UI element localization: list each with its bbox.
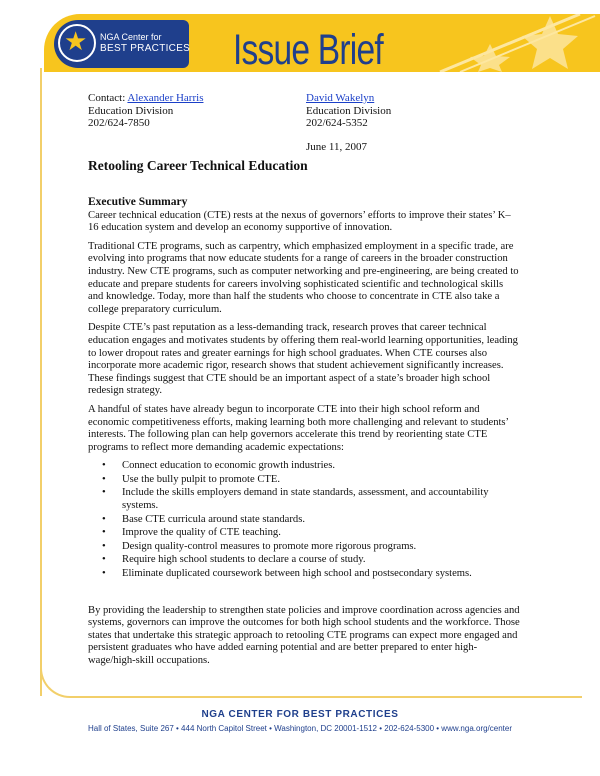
bullet-icon: •: [102, 513, 106, 525]
list-item-text: Use the bully pulpit to promote CTE.: [122, 473, 281, 485]
bullet-icon: •: [102, 460, 106, 472]
paragraph: Traditional CTE programs, such as carpentry, which emphasized employment in a specific trade, are evolving into programs that now educate students for a range of careers in the broader construction industry. New CTE programs, such as computer networking and pre-engineering, are being created to educate and prepare students for careers involving sophisticated scientific and technological skills and knowledge. Today, more than half the students who choose to concentrate in CTE also take a college preparatory curriculum.: [88, 240, 519, 315]
bullet-icon: •: [102, 568, 106, 580]
list-item-text: Require high school students to declare a course of study.: [122, 554, 366, 566]
contact-link-harris[interactable]: Alexander Harris: [127, 92, 204, 104]
list-item-text: Improve the quality of CTE teaching.: [122, 527, 281, 539]
list-item: [102, 527, 520, 540]
list-item: [102, 513, 520, 527]
bullet-icon: •: [102, 527, 106, 539]
contact-phone: 202/624-5352: [306, 117, 368, 129]
paragraph: Despite CTE’s past reputation as a less-demanding track, research proves that career technical education engages and motivates students by offering them real-world learning opportunities, leading to lower dropout rates and greater earnings for high school graduates. When CTE courses also incorporate more academic rigor, research shows that student achievement significantly increases. These findings suggest that CTE should be an important aspect of a state’s broader high school redesign strategy.: [88, 322, 518, 397]
document-title: Retooling Career Technical Education: [88, 158, 308, 173]
bullet-icon: •: [102, 487, 106, 499]
list-item: [102, 554, 520, 567]
document-body: [88, 196, 520, 674]
section-heading: Executive Summary: [88, 196, 188, 208]
list-item-text: Design quality-control measures to promote more rigorous programs.: [122, 540, 417, 552]
contact-block-1: [88, 92, 203, 130]
bullet-icon: •: [102, 473, 106, 485]
issue-brief-title: Issue Brief: [233, 26, 383, 74]
closing-paragraph: By providing the leadership to strengthen state policies and improve coordination across agencies and systems, governors can improve the outcomes for both high school students and the workforce. Those states that undertake this strategic approach to retooling CTE programs can expect more engaged and persistent graduates who have added earning potential and are better prepared to enter high-wage/high-skill occupations.: [88, 604, 520, 666]
contact-prefix: Contact:: [88, 92, 128, 104]
star-logo-icon: ★: [64, 27, 88, 57]
list-item-text: Connect education to economic growth industries.: [122, 460, 336, 472]
contact-link-wakelyn[interactable]: David Wakelyn: [306, 92, 375, 104]
list-item: [102, 568, 520, 581]
page-frame-left: [40, 68, 42, 696]
list-item: [102, 460, 520, 473]
paragraph: Career technical education (CTE) rests at the nexus of governors’ efforts to improve their states’ K–16 education system and develop an economy supportive of innovation.: [88, 209, 511, 234]
list-item-text: Base CTE curricula around state standards.: [122, 513, 305, 525]
list-item-text: Eliminate duplicated coursework between high school and postsecondary systems.: [122, 568, 472, 580]
contact-division: Education Division: [306, 104, 392, 117]
paragraph: A handful of states have already begun to incorporate CTE into their high school reform and economic competitiveness efforts, making learning both more challenging and relevant to students’ interests. The following plan can help governors accelerate this trend by reorienting state CTE programs to reflect more demanding academic expectations:: [88, 403, 509, 453]
footer-organization: NGA CENTER FOR BEST PRACTICES: [201, 709, 399, 720]
list-item-text: Include the skills employers demand in state standards, assessment, and accountability systems.: [122, 487, 489, 512]
logo-text-line2: BEST PRACTICES: [100, 43, 191, 54]
contact-division: Education Division: [88, 104, 174, 117]
footer-address: Hall of States, Suite 267 • 444 North Capitol Street • Washington, DC 20001-1512 • 202-624-5300 • www.nga.org/center: [87, 724, 513, 733]
list-item: [102, 487, 520, 512]
list-item: [102, 540, 520, 554]
list-item: [102, 473, 520, 487]
recommendation-list: [88, 460, 520, 580]
issue-brief-header: [0, 0, 600, 90]
contact-phone: 202/624-7850: [88, 117, 150, 129]
publication-date: June 11, 2007: [306, 141, 368, 153]
logo-text-line1: NGA Center for: [100, 32, 162, 42]
bullet-icon: •: [102, 540, 106, 552]
star-decoration-icon: [430, 14, 600, 72]
contact-block-2: [306, 92, 391, 130]
bullet-icon: •: [102, 554, 106, 566]
